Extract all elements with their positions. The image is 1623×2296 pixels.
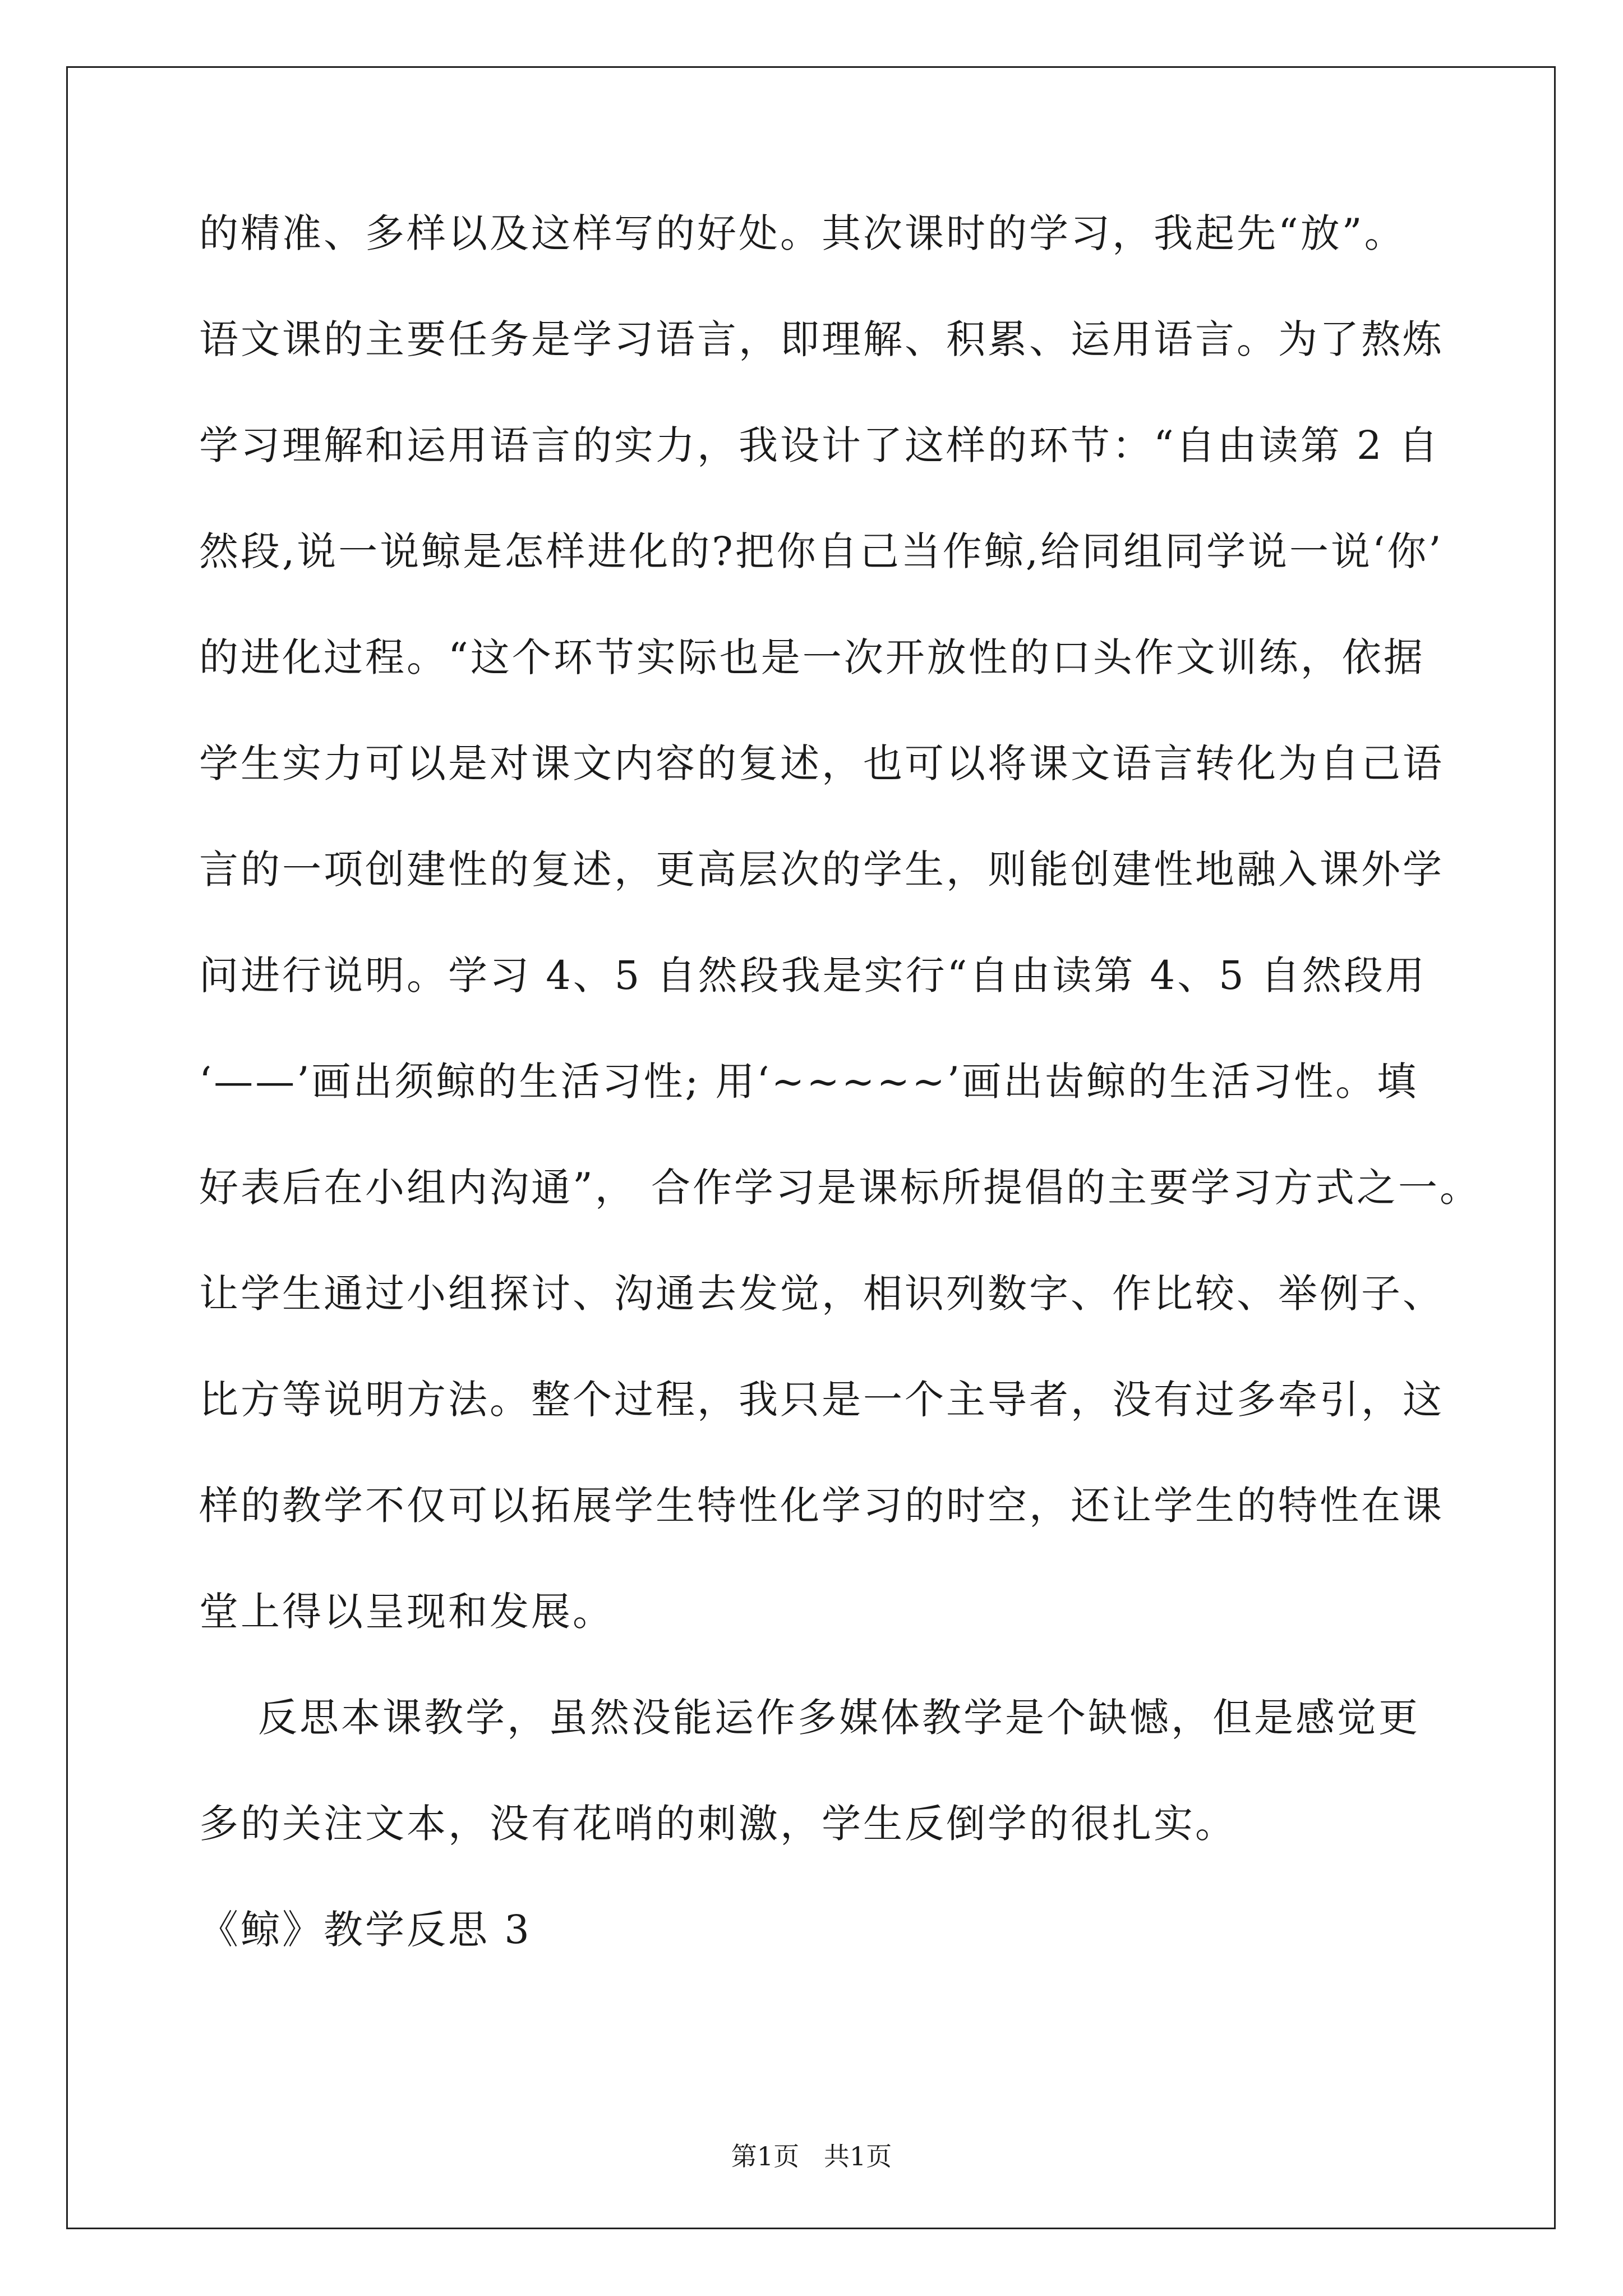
page-number-footer: 第1页 共1页	[731, 2141, 892, 2171]
text-line: 学生实力可以是对课文内容的复述，也可以将课文语言转化为自己语	[199, 740, 1444, 786]
text-line: 让学生通过小组探讨、沟通去发觉，相识列数字、作比较、举例子、	[199, 1271, 1444, 1317]
text-line: 问进行说明。学习 4、5 自然段我是实行“自由读第 4、5 自然段用	[199, 953, 1427, 999]
section-heading: 《鲸》教学反思 3	[199, 1907, 532, 1953]
text-line: 好表后在小组内沟通”， 合作学习是课标所提倡的主要学习方式之一。	[199, 1165, 1482, 1211]
text-line: ‘——’画出须鲸的生活习性; 用‘~~~~~’画出齿鲸的生活习性。填	[199, 1059, 1419, 1105]
text-line: 言的一项创建性的复述，更高层次的学生，则能创建性地融入课外学	[199, 846, 1444, 892]
text-line: 比方等说明方法。整个过程，我只是一个主导者，没有过多牵引，这	[199, 1377, 1444, 1423]
text-line: 的精准、多样以及这样写的好处。其次课时的学习，我起先“放”。	[199, 210, 1406, 256]
text-line: 语文课的主要任务是学习语言，即理解、积累、运用语言。为了熬炼	[199, 316, 1444, 362]
text-line: 反思本课教学，虽然没能运作多媒体教学是个缺憾，但是感觉更	[199, 1695, 1421, 1741]
text-line: 堂上得以呈现和发展。	[199, 1589, 614, 1635]
text-line: 学习理解和运用语言的实力，我设计了这样的环节：“自由读第 2 自	[199, 422, 1440, 468]
text-line: 然段,说一说鲸是怎样进化的?把你自己当作鲸,给同组同学说一说‘你’	[199, 528, 1444, 574]
text-line: 的进化过程。“这个环节实际也是一次开放性的口头作文训练，依据	[199, 634, 1425, 680]
text-line: 样的教学不仅可以拓展学生特性化学习的时空，还让学生的特性在课	[199, 1483, 1444, 1529]
text-line: 多的关注文本，没有花哨的刺激，学生反倒学的很扎实。	[199, 1801, 1237, 1847]
